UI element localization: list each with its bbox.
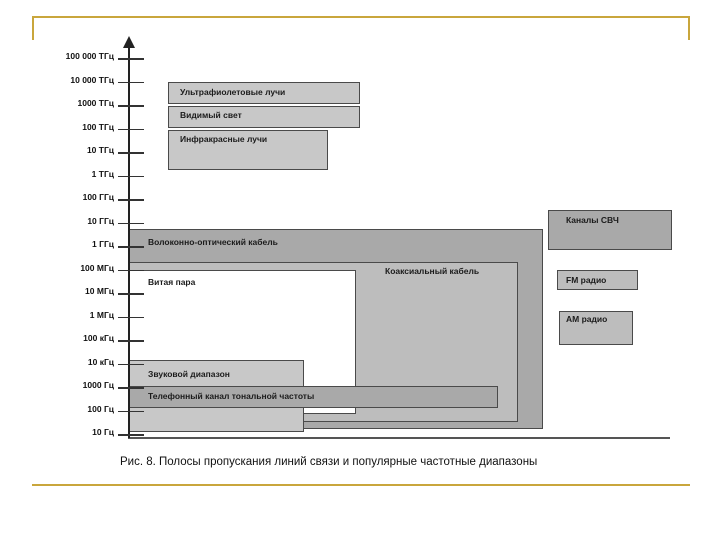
axis-tick-mark bbox=[118, 293, 144, 295]
axis-tick-mark bbox=[118, 364, 144, 366]
axis-arrow-icon bbox=[123, 36, 135, 48]
axis-tick-label: 10 ГГц bbox=[87, 215, 114, 226]
axis-tick-label: 1000 Гц bbox=[82, 380, 114, 390]
axis-tick-mark bbox=[118, 411, 144, 413]
axis-tick-mark bbox=[118, 152, 144, 154]
axis-tick-label: 100 кГц bbox=[83, 333, 114, 343]
axis-tick-label: 100 ГГц bbox=[82, 192, 114, 202]
band-label-infrared: Инфракрасные лучи bbox=[180, 134, 268, 144]
figure-caption: Рис. 8. Полосы пропускания линий связи и популярные частотные диапазоны bbox=[120, 456, 538, 468]
axis-tick-label: 1000 ТГц bbox=[77, 98, 114, 108]
band-label-uv: Ультрафиолетовые лучи bbox=[180, 87, 286, 97]
band-label-twisted-pair: Витая пара bbox=[148, 277, 196, 287]
band-label-visible: Видимый свет bbox=[180, 110, 242, 120]
axis-tick-mark bbox=[118, 199, 144, 201]
band-label-microwave: Каналы СВЧ bbox=[566, 215, 619, 225]
axis-tick-label: 100 Гц bbox=[87, 403, 114, 414]
band-label-sound: Звуковой диапазон bbox=[148, 369, 230, 379]
axis-tick-mark bbox=[118, 105, 144, 107]
axis-tick-mark bbox=[118, 270, 144, 272]
axis-tick-mark bbox=[118, 434, 144, 436]
diagram-baseline bbox=[128, 437, 670, 439]
axis-tick-label: 10 000 ТГц bbox=[70, 74, 114, 85]
axis-tick-mark bbox=[118, 223, 144, 225]
axis-tick-mark bbox=[118, 129, 144, 131]
axis-tick-label: 1 МГц bbox=[89, 309, 114, 320]
axis-tick-mark bbox=[118, 340, 144, 342]
axis-tick-label: 100 000 ТГц bbox=[65, 51, 114, 61]
axis-tick-label: 100 МГц bbox=[80, 262, 114, 273]
band-label-fiber: Волоконно-оптический кабель bbox=[148, 237, 278, 247]
axis-tick-label: 10 Гц bbox=[92, 427, 114, 437]
band-label-coax: Коаксиальный кабель bbox=[385, 266, 480, 276]
band-label-am-radio: AM радио bbox=[566, 314, 608, 324]
frequency-axis bbox=[128, 42, 130, 438]
axis-tick-mark bbox=[118, 387, 144, 389]
axis-tick-label: 10 ТГц bbox=[86, 145, 114, 155]
axis-tick-label: 1 ГГц bbox=[92, 239, 114, 249]
band-label-fm-radio: FM радио bbox=[566, 275, 607, 285]
axis-tick-label: 10 МГц bbox=[85, 286, 114, 296]
axis-tick-mark bbox=[118, 58, 144, 60]
axis-tick-label: 100 ТГц bbox=[82, 121, 114, 132]
axis-tick-label: 1 ТГц bbox=[91, 168, 114, 179]
axis-tick-mark bbox=[118, 317, 144, 319]
axis-tick-mark bbox=[118, 82, 144, 84]
axis-tick-label: 10 кГц bbox=[87, 356, 114, 367]
axis-tick-mark bbox=[118, 246, 144, 248]
band-label-voice-channel: Телефонный канал тональной частоты bbox=[148, 391, 315, 401]
axis-tick-mark bbox=[118, 176, 144, 178]
